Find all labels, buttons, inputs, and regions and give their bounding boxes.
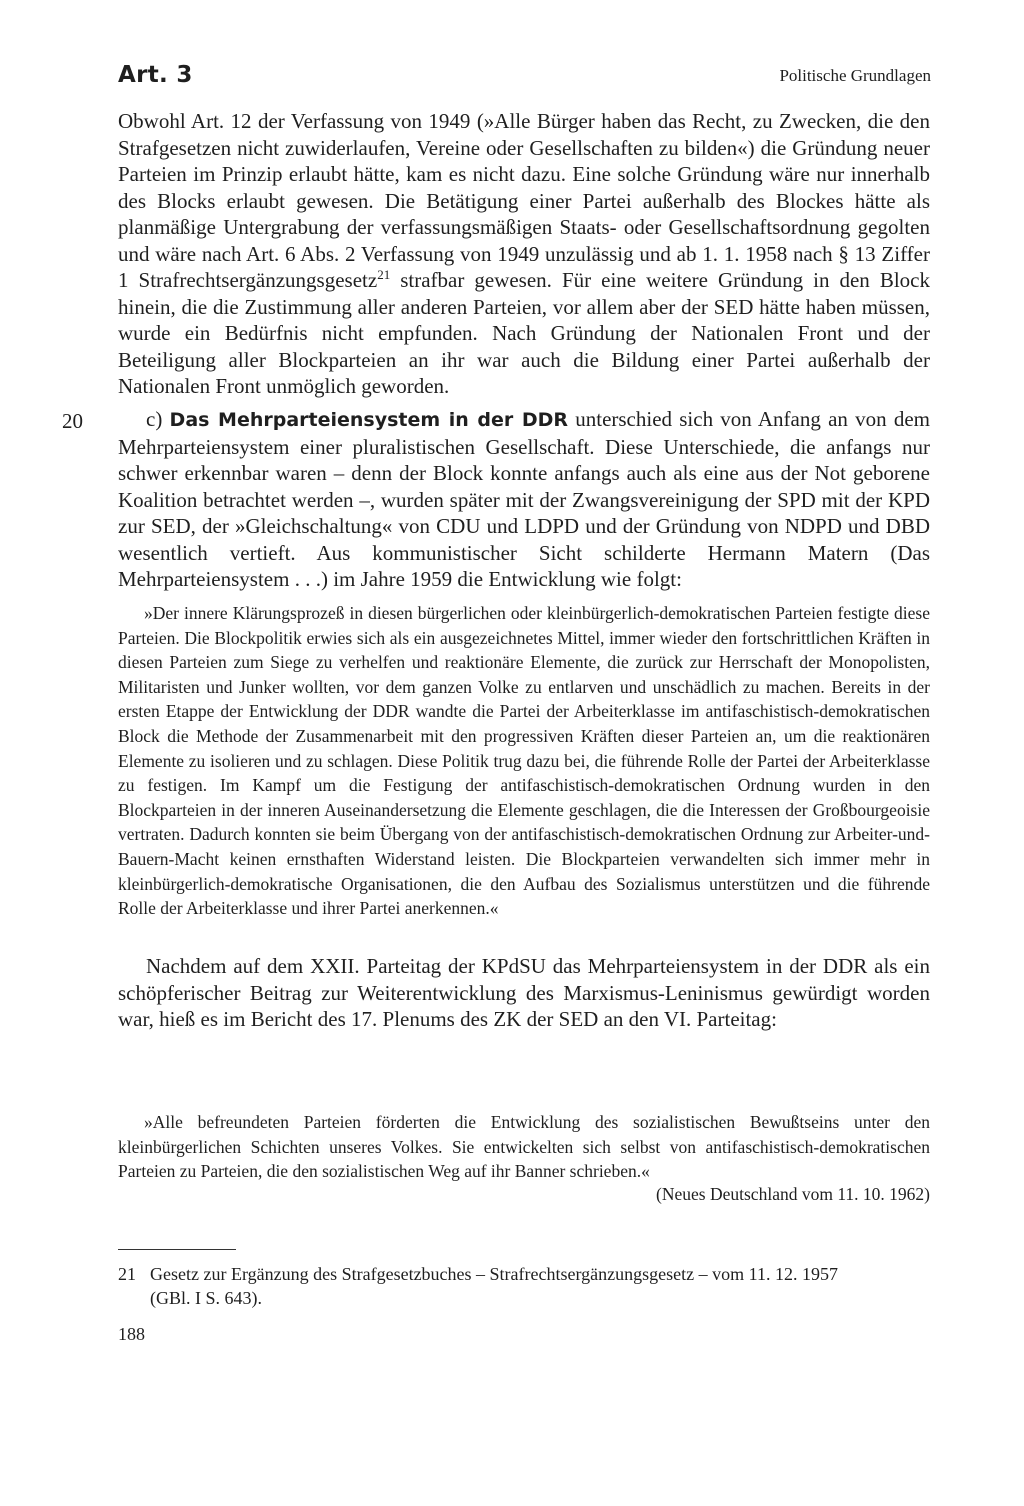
footnote-text-line-2: (GBl. I S. 643). (150, 1288, 262, 1308)
paragraph-1-text: Obwohl Art. 12 der Verfassung von 1949 (»Alle Bürger haben das Recht, zu Zwecken, die den Strafgesetzen nicht zuwiderlaufen, Vereine oder Gesellschaften zu bilden«) die Gründung neuer Parteien im Prinzip erlaubt hätte, kam es nicht dazu. Eine solche Gründung wäre nur innerhalb des Blocks erlaubt gewesen. Die Betätigung einer Partei außerhalb des Blockes hätte als planmäßige Untergrabung der verfassungsmäßigen Staats- oder Gesellschaftsordnung gegolten und wäre nach Art. 6 Abs. 2 Verfassung von 1949 unzulässig und ab 1. 1. 1958 nach § 13 Ziffer 1 Strafrechtsergänzungsgesetz (118, 109, 930, 292)
article-heading: Art. 3 (118, 62, 193, 88)
paragraph-2 (118, 406, 930, 593)
paragraph-3: Nachdem auf dem XXII. Parteitag der KPdSU das Mehrparteiensystem in der DDR als ein schöpferischer Beitrag zur Weiterentwicklung des Marxismus-Leninismus gewürdigt worden war, hieß es im Bericht des 17. Plenums des ZK der SED an den VI. Parteitag: (118, 954, 930, 1031)
footnote-reference[interactable]: 21 (377, 267, 391, 282)
paragraph-1 (118, 108, 930, 400)
running-header: Politische Grundlagen (779, 66, 931, 85)
paragraph-2-heading: Das Mehrparteiensystem in der DDR (169, 409, 569, 431)
footnote-text-line-1: Gesetz zur Ergänzung des Strafgesetzbuches – Strafrechtsergänzungsgesetz – vom 11. 12. 1957 (150, 1264, 838, 1284)
paragraph-2-text: unterschied sich von Anfang an von dem Mehrparteiensystem einer pluralistischen Gesellschaft. Diese Unterschiede, die anfangs nur schwer erkennbar waren – denn der Block konnte anfangs auch als eine aus der Not geborene Koalition betrachtet werden –, wurden später mit der Zwangsvereinigung der SPD mit der KPD zur SED, der »Gleichschaltung« von CDU und LDPD und der Gründung von NDPD und DBD wesentlich vertieft. Aus kommunistischer Sicht schilderte Hermann Matern (Das Mehrparteiensystem . . .) im Jahre 1959 die Entwicklung wie folgt: (118, 407, 930, 591)
quote-source: (Neues Deutschland vom 11. 10. 1962) (656, 1184, 930, 1204)
block-quote-matern: »Der innere Klärungsprozeß in diesen bürgerlichen oder kleinbürgerlich-demokratischen Parteien festigte diese Parteien. Die Blockpolitik erwies sich als ein ausgezeichnetes Mittel, immer wieder den fortschrittlichen Kräften in diesen Parteien zum Siege zu verhelfen und reaktionäre Elemente, die zurück zur Herrschaft der Monopolisten, Militaristen und Junker wollten, vor dem ganzen Volke zu entlarven und unschädlich zu machen. Bereits in der ersten Etappe der Entwicklung der DDR wandte die Partei der Arbeiterklasse im antifaschistisch-demokratischen Block die Methode der Zusammenarbeit mit den progressiven Kräften dieser Parteien an, um die reaktionären Elemente zu isolieren und zu schlagen. Diese Politik trug dazu bei, die führende Rolle der Partei der Arbeiterklasse zu festigen. Im Kampf um die Festigung der antifaschistisch-demokratischen Ordnung wurden in den Blockparteien in der inneren Auseinandersetzung die Elemente geschlagen, die die Interessen der Großbourgeoisie vertraten. Dadurch konnten sie beim Übergang von der antifaschistisch-demokratischen Ordnung zur Arbeiter-und-Bauern-Macht keinen ernsthaften Widerstand leisten. Die Blockparteien verwandelten sich immer mehr in kleinbürgerlich-demokratische Organisationen, die den Aufbau des Sozialismus unterstützen und die führende Rolle der Arbeiterklasse und ihrer Partei anerkennen.« (118, 603, 930, 919)
footnote (118, 1262, 930, 1310)
footnote-divider (118, 1249, 236, 1250)
footnote-number: 21 (118, 1264, 136, 1284)
margin-number: 20 (62, 409, 83, 433)
paragraph-2-prefix: c) (146, 407, 170, 431)
paragraph-1-text-continued: strafbar gewesen. Für eine weitere Gründung in den Block hinein, die die Zustimmung aller anderen Parteien, vor allem aber der SED hätte haben müssen, wurde ein Bedürfnis nicht empfunden. Nach Gründung der Nationalen Front und der Beteiligung aller Blockparteien an ihr war auch die Bildung einer Partei außerhalb der Nationalen Front unmöglich geworden. (118, 268, 930, 398)
page-number: 188 (118, 1324, 145, 1344)
block-quote-plenum: »Alle befreundeten Parteien förderten die Entwicklung des sozialistischen Bewußtseins unter den kleinbürgerlichen Schichten unseres Volkes. Sie entwickelten sich selbst von antifaschistisch-demokratischen Parteien zu Parteien, die den sozialistischen Weg auf ihr Banner schrieben.« (118, 1112, 930, 1182)
